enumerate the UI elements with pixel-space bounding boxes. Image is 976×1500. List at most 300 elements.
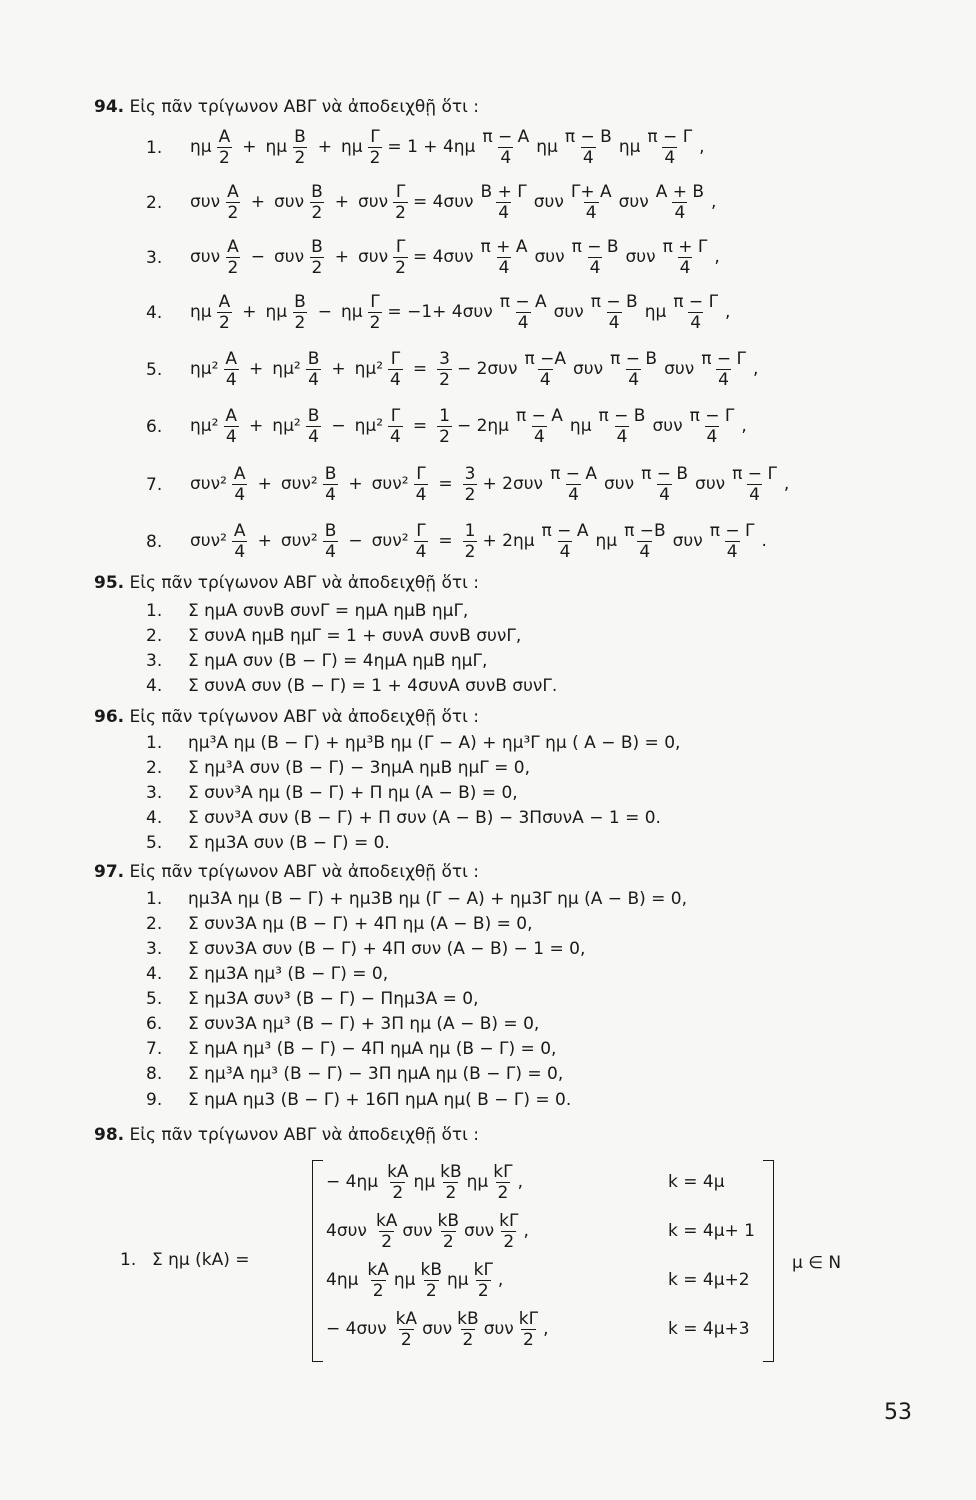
formula-row: [146, 401, 906, 451]
denominator: 4: [659, 484, 670, 505]
formula-token: συν: [483, 1319, 514, 1339]
numerator: kΑ: [367, 1259, 389, 1280]
right-bracket: [763, 1160, 774, 1362]
formula-token: συν: [625, 247, 656, 267]
fraction: [225, 182, 241, 223]
numerator: kΒ: [440, 1161, 462, 1182]
fraction: [699, 349, 748, 390]
list-item: 1. Σ ημΑ συνΒ συνΓ = ημΑ ημΒ ημΓ,: [146, 601, 469, 621]
denominator: 4: [390, 369, 401, 390]
formula-token: ,: [711, 192, 717, 212]
case-condition: k = 4μ: [668, 1172, 725, 1192]
numerator: A: [225, 405, 238, 426]
numerator: B: [307, 348, 320, 369]
numerator: A: [233, 520, 246, 541]
denominator: 4: [639, 541, 651, 562]
formula-token: συν²: [190, 474, 227, 494]
list-item: 9. Σ ημΑ ημ3 (Β − Γ) + 16Π ημΑ ημ( Β − Γ) = 0.: [146, 1090, 572, 1110]
numerator: kΑ: [387, 1161, 409, 1182]
fraction: [608, 349, 659, 390]
case-row: [326, 1158, 523, 1206]
numerator: A: [225, 348, 238, 369]
formula-body: [188, 122, 707, 172]
numerator: kΓ: [518, 1308, 539, 1329]
denominator: 2: [311, 202, 323, 223]
numerator: π − Β: [641, 463, 689, 484]
formula-token: συν: [664, 359, 695, 379]
formula-token: +: [257, 474, 272, 494]
denominator: 4: [726, 541, 738, 562]
denominator: 4: [534, 426, 545, 447]
denominator: 4: [585, 202, 597, 223]
formula-token: ,: [741, 416, 747, 436]
page-number: 53: [884, 1400, 912, 1425]
list-item: 4. Σ συνΑ συν (Β − Γ) = 1 + 4συνΑ συνΒ συνΓ.: [146, 676, 558, 696]
formula-token: συν: [190, 192, 221, 212]
list-item: 4. Σ ημ3Α ημ³ (Β − Γ) = 0,: [146, 964, 389, 984]
numerator: π −Α: [524, 348, 567, 369]
fraction: [708, 521, 757, 562]
formula-row: [146, 122, 906, 172]
denominator: 2: [369, 147, 381, 168]
formula-token: ημ: [618, 137, 641, 157]
formula-row: [146, 459, 906, 509]
formula-lhs: Σ ημ (kΑ) =: [152, 1250, 250, 1270]
numerator: kΑ: [375, 1210, 398, 1231]
formula-token: 4ημ: [326, 1270, 359, 1290]
denominator: 4: [498, 202, 510, 223]
formula-index: 6.: [146, 417, 163, 437]
formula-index: 5.: [146, 360, 163, 380]
formula-token: = 1 + 4ημ: [387, 137, 476, 157]
numerator: kΓ: [499, 1210, 519, 1231]
numerator: Β + Γ: [480, 181, 527, 202]
fraction: [223, 406, 239, 447]
denominator: 2: [395, 257, 406, 278]
numerator: B: [294, 291, 306, 312]
formula-token: συν: [274, 192, 305, 212]
fraction: [393, 182, 408, 223]
denominator: 4: [706, 426, 718, 447]
fraction: [232, 464, 248, 505]
section-96-heading: [94, 707, 479, 727]
denominator: 4: [608, 312, 620, 333]
formula-token: συν: [274, 247, 305, 267]
case-condition: k = 4μ+2: [668, 1270, 750, 1290]
denominator: 2: [464, 541, 476, 562]
denominator: 2: [425, 1280, 437, 1301]
section-number: 98.: [94, 1125, 125, 1145]
fraction: [671, 292, 720, 333]
list-item: 5. Σ ημ3Α συν (Β − Γ) = 0.: [146, 833, 390, 853]
formula-token: συν²: [190, 531, 227, 551]
denominator: 4: [559, 541, 571, 562]
section-95-heading: [94, 573, 479, 593]
numerator: B: [324, 520, 337, 541]
denominator: 4: [234, 541, 246, 562]
formula-token: +: [257, 531, 272, 551]
formula-body: [188, 177, 718, 227]
fraction: [368, 292, 383, 333]
formula-token: ,: [699, 137, 705, 157]
fraction: [306, 349, 322, 390]
denominator: 4: [690, 312, 702, 333]
formula-token: .: [761, 531, 767, 551]
section-text: Εἰς πᾶν τρίγωνον ΑΒΓ νὰ ἀποδειχθῇ ὅτι :: [129, 573, 479, 593]
fraction: [223, 349, 239, 390]
formula-token: ημ²: [190, 416, 219, 436]
formula-token: +: [250, 192, 265, 212]
formula-token: +: [348, 474, 363, 494]
formula-token: +: [249, 416, 264, 436]
numerator: π − Β: [571, 236, 619, 257]
item-index: 1.: [120, 1250, 137, 1270]
numerator: Γ: [395, 236, 406, 257]
fraction: [418, 1260, 444, 1301]
fraction: [217, 292, 233, 333]
denominator: 2: [503, 1231, 515, 1252]
section-98-heading: [94, 1125, 479, 1145]
formula-token: ημ: [447, 1270, 469, 1290]
denominator: 2: [439, 369, 450, 390]
denominator: 4: [415, 541, 427, 562]
fraction: [323, 464, 339, 505]
fraction: [463, 464, 478, 505]
denominator: 2: [372, 1280, 384, 1301]
left-bracket: [312, 1160, 323, 1362]
fraction: [393, 237, 408, 278]
formula-token: ημ: [536, 137, 558, 157]
fraction: [730, 464, 779, 505]
formula-body: [188, 401, 749, 451]
formula-row: [146, 232, 906, 282]
numerator: π − Β: [590, 291, 638, 312]
denominator: 2: [219, 312, 230, 333]
formula-row: [146, 177, 906, 227]
formula-token: =: [412, 416, 428, 436]
fraction: [217, 127, 233, 168]
denominator: 4: [517, 312, 529, 333]
fraction: [688, 406, 737, 447]
fraction: [463, 521, 478, 562]
formula-token: συν: [573, 359, 604, 379]
numerator: kΒ: [420, 1259, 442, 1280]
domain-condition: μ ∈ Ν: [792, 1253, 842, 1273]
numerator: Γ: [395, 181, 406, 202]
numerator: Γ: [370, 126, 380, 147]
numerator: kΒ: [437, 1210, 460, 1231]
formula-token: συν²: [371, 474, 409, 494]
numerator: 1: [439, 405, 450, 426]
denominator: 2: [395, 202, 406, 223]
formula-token: + 2συν: [482, 474, 544, 494]
denominator: 2: [311, 257, 323, 278]
fraction: [597, 406, 648, 447]
numerator: π − Β: [598, 405, 646, 426]
formula-token: συν: [190, 247, 221, 267]
numerator: B: [311, 181, 323, 202]
numerator: π − Γ: [709, 520, 755, 541]
formula-index: 3.: [146, 248, 163, 268]
formula-token: συν: [695, 474, 726, 494]
formula-token: συν: [672, 531, 703, 551]
denominator: 4: [225, 369, 237, 390]
numerator: Γ+ Α: [570, 181, 612, 202]
formula-body: [188, 287, 732, 337]
fraction: [225, 237, 241, 278]
denominator: 2: [392, 1182, 404, 1203]
section-text: Εἰς πᾶν τρίγωνον ΑΒΓ νὰ ἀποδειχθῇ ὅτι :: [129, 707, 479, 727]
numerator: A: [218, 126, 231, 147]
fraction: [479, 182, 529, 223]
formula-token: ,: [783, 474, 790, 494]
denominator: 4: [582, 147, 594, 168]
denominator: 4: [500, 147, 512, 168]
fraction: [388, 406, 403, 447]
fraction: [540, 521, 591, 562]
piecewise-formula: [0, 1150, 976, 1370]
formula-token: +: [249, 359, 264, 379]
denominator: 4: [628, 369, 640, 390]
formula-row: [146, 287, 906, 337]
fraction: [472, 1260, 495, 1301]
formula-token: +: [331, 359, 346, 379]
formula-token: συν: [603, 474, 635, 494]
denominator: 2: [381, 1231, 393, 1252]
formula-token: ημ: [341, 137, 363, 157]
fraction: [589, 292, 640, 333]
formula-token: ημ: [393, 1270, 416, 1290]
section-text: Εἰς πᾶν τρίγωνον ΑΒΓ νὰ ἀποδειχθῇ ὅτι :: [129, 97, 479, 117]
formula-token: συν²: [280, 474, 318, 494]
fraction: [563, 127, 614, 168]
numerator: π − Β: [564, 126, 612, 147]
formula-token: ημ: [265, 137, 288, 157]
formula-index: 1.: [146, 138, 163, 158]
fraction: [365, 1260, 390, 1301]
formula-token: συν²: [280, 531, 318, 551]
formula-row: [146, 516, 906, 566]
numerator: 3: [464, 463, 476, 484]
fraction: [455, 1309, 481, 1350]
formula-token: ,: [497, 1270, 504, 1290]
denominator: 2: [477, 1280, 489, 1301]
numerator: π + Α: [480, 236, 528, 257]
formula-token: = 4συν: [412, 192, 474, 212]
numerator: A: [218, 291, 231, 312]
formula-token: συν: [534, 247, 565, 267]
denominator: 2: [462, 1329, 474, 1350]
formula-token: συν: [422, 1319, 453, 1339]
fraction: [480, 127, 531, 168]
denominator: 4: [325, 484, 336, 505]
formula-token: ημ²: [272, 359, 301, 379]
fraction: [437, 349, 452, 390]
numerator: kΒ: [457, 1308, 479, 1329]
formula-token: =: [438, 474, 453, 494]
denominator: 4: [664, 147, 676, 168]
formula-token: συν: [464, 1221, 495, 1241]
denominator: 4: [308, 426, 319, 447]
case-condition: k = 4μ+3: [668, 1319, 750, 1339]
fraction: [374, 1211, 399, 1252]
denominator: 2: [442, 1231, 454, 1252]
formula-token: = 4συν: [412, 247, 474, 267]
numerator: π − Β: [610, 348, 658, 369]
formula-index: 7.: [146, 475, 163, 495]
list-item: 3. Σ συν3Α συν (Β − Γ) + 4Π συν (Α − Β) − 1 = 0,: [146, 939, 586, 959]
formula-body: [188, 516, 769, 566]
fraction: [292, 127, 308, 168]
numerator: π − Γ: [701, 348, 746, 369]
fraction: [498, 292, 549, 333]
section-text: Εἰς πᾶν τρίγωνον ΑΒΓ νὰ ἀποδειχθῇ ὅτι :: [129, 862, 479, 882]
list-item: 2. Σ συν3Α ημ (Β − Γ) + 4Π ημ (Α − Β) = 0,: [146, 914, 533, 934]
formula-row: [146, 344, 906, 394]
numerator: A: [233, 463, 246, 484]
formula-token: − 2συν: [456, 359, 518, 379]
fraction: [548, 464, 599, 505]
denominator: 4: [749, 484, 760, 505]
denominator: 2: [294, 147, 306, 168]
fraction: [491, 1162, 514, 1203]
formula-token: =: [412, 359, 428, 379]
fraction: [661, 237, 710, 278]
fraction: [497, 1211, 520, 1252]
list-item: 8. Σ ημ³Α ημ³ (Β − Γ) − 3Π ημΑ ημ (Β − Γ) = 0,: [146, 1064, 564, 1084]
formula-token: ημ: [413, 1172, 436, 1192]
numerator: kΑ: [395, 1308, 418, 1329]
numerator: π − Γ: [689, 405, 735, 426]
formula-token: − 2ημ: [456, 416, 509, 436]
denominator: 4: [415, 484, 427, 505]
fraction: [569, 182, 614, 223]
formula-token: −: [250, 247, 265, 267]
numerator: π − Α: [499, 291, 547, 312]
formula-token: ,: [543, 1319, 549, 1339]
fraction: [479, 237, 530, 278]
fraction: [385, 1162, 410, 1203]
fraction: [639, 464, 690, 505]
denominator: 4: [679, 257, 691, 278]
denominator: 2: [439, 426, 450, 447]
numerator: 1: [464, 520, 476, 541]
numerator: π − Γ: [732, 463, 777, 484]
denominator: 2: [523, 1329, 534, 1350]
denominator: 4: [325, 541, 336, 562]
formula-token: ,: [517, 1172, 523, 1192]
formula-token: =: [438, 531, 453, 551]
formula-token: ημ²: [354, 416, 384, 436]
list-item: 3. Σ ημΑ συν (Β − Γ) = 4ημΑ ημΒ ημΓ,: [146, 651, 488, 671]
numerator: π + Γ: [662, 236, 708, 257]
formula-index: 2.: [146, 193, 163, 213]
denominator: 2: [497, 1182, 509, 1203]
fraction: [523, 349, 569, 390]
formula-token: ημ: [569, 416, 592, 436]
list-item: 5. Σ ημ3Α συν³ (Β − Γ) − Πημ3Α = 0,: [146, 989, 479, 1009]
numerator: Α + Β: [655, 181, 705, 202]
numerator: kΓ: [493, 1161, 513, 1182]
numerator: Γ: [390, 348, 401, 369]
section-number: 95.: [94, 573, 125, 593]
formula-token: − 4συν: [326, 1319, 387, 1339]
formula-body: [188, 344, 760, 394]
numerator: Γ: [416, 520, 426, 541]
formula-token: 4συν: [326, 1221, 367, 1241]
case-condition: k = 4μ+ 1: [668, 1221, 755, 1241]
denominator: 2: [400, 1329, 412, 1350]
numerator: π − Γ: [647, 126, 693, 147]
numerator: 3: [439, 348, 450, 369]
formula-body: [188, 459, 791, 509]
formula-token: ημ²: [354, 359, 384, 379]
denominator: 2: [227, 202, 239, 223]
formula-token: ημ: [341, 302, 363, 322]
formula-token: ημ: [190, 137, 212, 157]
numerator: π − Α: [482, 126, 530, 147]
fraction: [517, 1309, 540, 1350]
fraction: [309, 237, 325, 278]
fraction: [570, 237, 621, 278]
numerator: π − Α: [550, 463, 597, 484]
fraction: [309, 182, 325, 223]
formula-token: ημ: [595, 531, 618, 551]
section-number: 96.: [94, 707, 125, 727]
numerator: π −Β: [624, 520, 666, 541]
denominator: 4: [308, 369, 319, 390]
formula-token: ημ: [466, 1172, 489, 1192]
formula-token: ημ: [190, 302, 212, 322]
formula-index: 8.: [146, 532, 163, 552]
numerator: Γ: [370, 291, 380, 312]
formula-token: συν: [358, 247, 389, 267]
numerator: π − Α: [516, 405, 563, 426]
fraction: [654, 182, 706, 223]
numerator: π − Α: [541, 520, 589, 541]
formula-token: ,: [725, 302, 731, 322]
formula-token: + 2ημ: [482, 531, 535, 551]
fraction: [388, 349, 403, 390]
numerator: π − Γ: [673, 291, 719, 312]
list-item: 7. Σ ημΑ ημ³ (Β − Γ) − 4Π ημΑ ημ (Β − Γ) = 0,: [146, 1039, 557, 1059]
formula-token: −: [331, 416, 346, 436]
list-item: 1. ημ3Α ημ (Β − Γ) + ημ3Β ημ (Γ − Α) + ημ3Γ ημ (Α − Β) = 0,: [146, 889, 688, 909]
numerator: A: [227, 236, 239, 257]
denominator: 2: [445, 1182, 457, 1203]
fraction: [306, 406, 322, 447]
formula-body: [188, 232, 722, 282]
numerator: B: [294, 126, 306, 147]
denominator: 2: [227, 257, 239, 278]
list-item: 2. Σ ημ³Α συν (Β − Γ) − 3ημΑ ημΒ ημΓ = 0,: [146, 758, 531, 778]
formula-token: +: [242, 302, 257, 322]
denominator: 4: [390, 426, 401, 447]
formula-token: συν: [402, 1221, 433, 1241]
section-text: Εἰς πᾶν τρίγωνον ΑΒΓ νὰ ἀποδειχθῇ ὅτι :: [129, 1125, 479, 1145]
fraction: [394, 1309, 419, 1350]
formula-token: ημ: [644, 302, 667, 322]
fraction: [368, 127, 383, 168]
fraction: [414, 464, 429, 505]
numerator: B: [324, 463, 337, 484]
formula-token: ,: [714, 247, 720, 267]
list-item: 1. ημ³Α ημ (Β − Γ) + ημ³Β ημ (Γ − Α) + ημ³Γ ημ ( Α − Β) = 0,: [146, 733, 681, 753]
denominator: 2: [464, 484, 476, 505]
formula-token: συν: [358, 192, 389, 212]
denominator: 4: [718, 369, 729, 390]
denominator: 4: [234, 484, 246, 505]
